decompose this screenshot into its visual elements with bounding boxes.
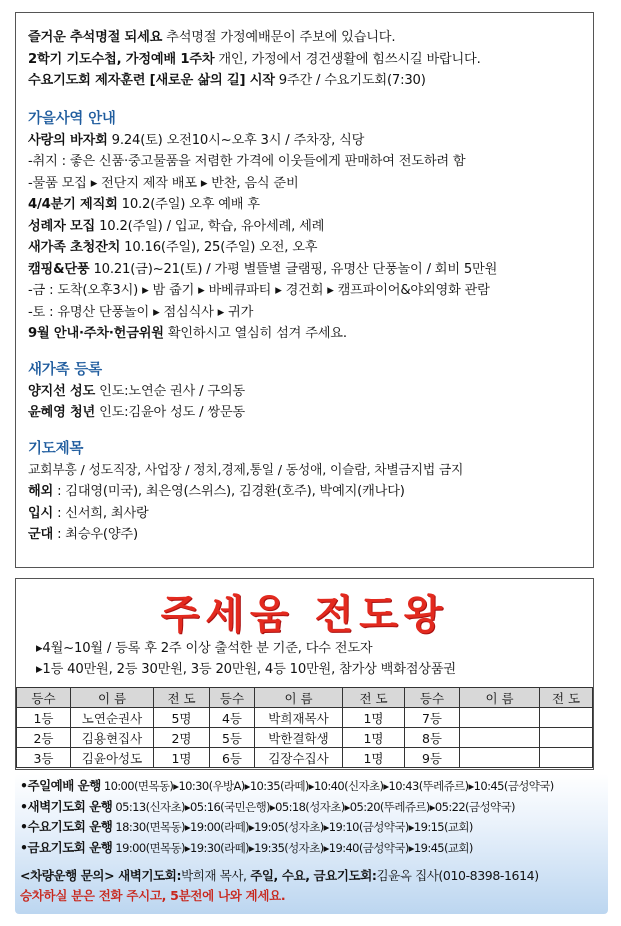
sacrament-line: 성례자 모집 10.2(주일) / 입교, 학습, 유아세례, 세례 (28, 218, 325, 234)
table-cell (460, 748, 540, 768)
evangelism-criteria: ▸4월~10월 / 등록 후 2주 이상 출석한 분 기준, 다수 전도자 (36, 641, 373, 656)
bazaar-line: 사랑의 바자회 9.24(토) 오전10시~오후 3시 / 주차장, 식당 (28, 132, 365, 148)
bus-friday: •금요기도회 운행 19:00(면목동)▸19:30(라떼)▸19:35(성자초)▸19:40(금성약국)▸19:45(교회) (20, 839, 473, 855)
table-cell: 1명 (154, 748, 210, 768)
table-cell: 2명 (154, 728, 210, 748)
table-cell: 박한결학생 (255, 728, 343, 748)
table-row (17, 728, 593, 748)
table-cell (540, 708, 593, 728)
table-cell: 1명 (343, 748, 405, 768)
september-duty-line: 9월 안내·주차·헌금위원 확인하시고 열심히 섬겨 주세요. (28, 326, 347, 341)
camping-saturday: -토 : 유명산 단풍놀이 ▸ 점심식사 ▸ 귀가 (28, 304, 254, 320)
prayer-army: 군대 : 최승우(양주) (28, 527, 138, 542)
ranking-table (16, 687, 593, 768)
new-member-2: 윤혜영 청년 인도:김윤아 성도 / 쌍문동 (28, 405, 245, 420)
table-cell: 5명 (154, 708, 210, 728)
table-cell: 5등 (210, 728, 255, 748)
announcements-box (15, 12, 594, 568)
evangelism-prizes: ▸1등 40만원, 2등 30만원, 3등 20만원, 4등 10만원, 참가상 백화점상품권 (36, 662, 456, 677)
bazaar-collect: -물품 모집 ▸ 전단지 제작 배포 ▸ 반찬, 음식 준비 (28, 175, 299, 191)
table-cell (460, 708, 540, 728)
prayer-abroad: 해외 : 김대영(미국), 최은영(스위스), 김경환(호주), 박예지(캐나다) (28, 484, 405, 499)
evangelism-title: 주세움 전도왕 (160, 591, 449, 638)
bus-notice: 승차하실 분은 전화 주시고, 5분전에 나와 계세요. (20, 888, 286, 903)
table-cell: 6등 (210, 748, 255, 768)
evangelism-box (15, 578, 594, 770)
table-cell: 2등 (17, 728, 71, 748)
table-cell: 노연순권사 (71, 708, 154, 728)
prayer-header: 기도제목 (28, 440, 84, 457)
table-cell: 7등 (405, 708, 460, 728)
bus-schedule-box (15, 774, 608, 914)
header-cell: 등수 (405, 688, 460, 708)
prayer-notebook-note: 2학기 기도수첩, 가정예배 1주차 개인, 가정에서 경건생활에 힘쓰시길 바랍니다. (28, 51, 481, 67)
new-family-party-line: 새가족 초청잔치 10.16(주일), 25(주일) 오전, 오후 (28, 240, 318, 255)
prayer-general: 교회부흥 / 성도직장, 사업장 / 정치,경제,통일 / 동성애, 이슬람, 차별금지법 금지 (28, 462, 464, 478)
header-cell: 이 름 (460, 688, 540, 708)
discipleship-note: 수요기도회 제자훈련 [새로운 삶의 길] 시작 9주간 / 수요기도회(7:30) (28, 73, 426, 88)
table-cell: 박희재목사 (255, 708, 343, 728)
bus-dawn: •새벽기도회 운행 05:13(신자초)▸05:16(국민은행)▸05:18(성자초)▸05:20(뚜레쥬르)▸05:22(금성약국) (20, 798, 515, 814)
new-member-header: 새가족 등록 (28, 361, 102, 378)
header-cell: 이 름 (255, 688, 343, 708)
table-row (17, 708, 593, 728)
header-cell: 전 도 (343, 688, 405, 708)
table-cell: 1명 (343, 708, 405, 728)
new-member-1: 양지선 성도 인도:노연순 권사 / 구의동 (28, 383, 245, 399)
table-cell: 3등 (17, 748, 71, 768)
header-cell: 전 도 (540, 688, 593, 708)
bus-wednesday: •수요기도회 운행 18:30(면목동)▸19:00(라떼)▸19:05(성자초)▸19:10(금성약국)▸19:15(교회) (20, 819, 473, 834)
prayer-exam: 입시 : 신서희, 최사랑 (28, 505, 149, 521)
table-cell (460, 728, 540, 748)
bazaar-purpose: -취지 : 좋은 신품·중고물품을 저렴한 가격에 이웃들에게 판매하여 전도하려 함 (28, 154, 466, 169)
table-row (17, 748, 593, 768)
table-cell: 김장수집사 (255, 748, 343, 768)
q4-meeting-line: 4/4분기 제직회 10.2(주일) 오후 예배 후 (28, 197, 260, 212)
table-cell: 김용현집사 (71, 728, 154, 748)
camping-line: 캠핑&단풍 10.21(금)~21(토) / 가평 별뜰별 글램핑, 유명산 단풍놀이 / 회비 5만원 (28, 261, 498, 277)
chuseok-greeting: 즐거운 추석명절 되세요 추석명절 가정예배문이 주보에 있습니다. (28, 30, 396, 45)
fall-ministry-header: 가을사역 안내 (28, 110, 116, 127)
table-cell: 9등 (405, 748, 460, 768)
header-cell: 전 도 (154, 688, 210, 708)
table-cell (540, 728, 593, 748)
table-cell: 1명 (343, 728, 405, 748)
header-cell: 등수 (210, 688, 255, 708)
table-cell: 김윤아성도 (71, 748, 154, 768)
ranking-header-row (17, 688, 593, 708)
table-cell: 8등 (405, 728, 460, 748)
bus-contact: <차량운행 문의> 새벽기도회:박희재 목사, 주일, 수요, 금요기도회:김윤옥 집사(010-8398-1614) (20, 868, 539, 883)
table-cell (540, 748, 593, 768)
evangelism-info (36, 638, 456, 680)
table-cell: 4등 (210, 708, 255, 728)
table-cell: 1등 (17, 708, 71, 728)
header-cell: 이 름 (71, 688, 154, 708)
header-cell: 등수 (17, 688, 71, 708)
bus-sunday: •주일예배 운행 10:00(면목동)▸10:30(우방A)▸10:35(라떼)▸10:40(신자초)▸10:43(뚜레쥬르)▸10:45(금성약국) (20, 778, 554, 793)
camping-friday: -금 : 도착(오후3시) ▸ 밤 줍기 ▸ 바베큐파티 ▸ 경건회 ▸ 캠프파이어&야외영화 관람 (28, 283, 490, 298)
